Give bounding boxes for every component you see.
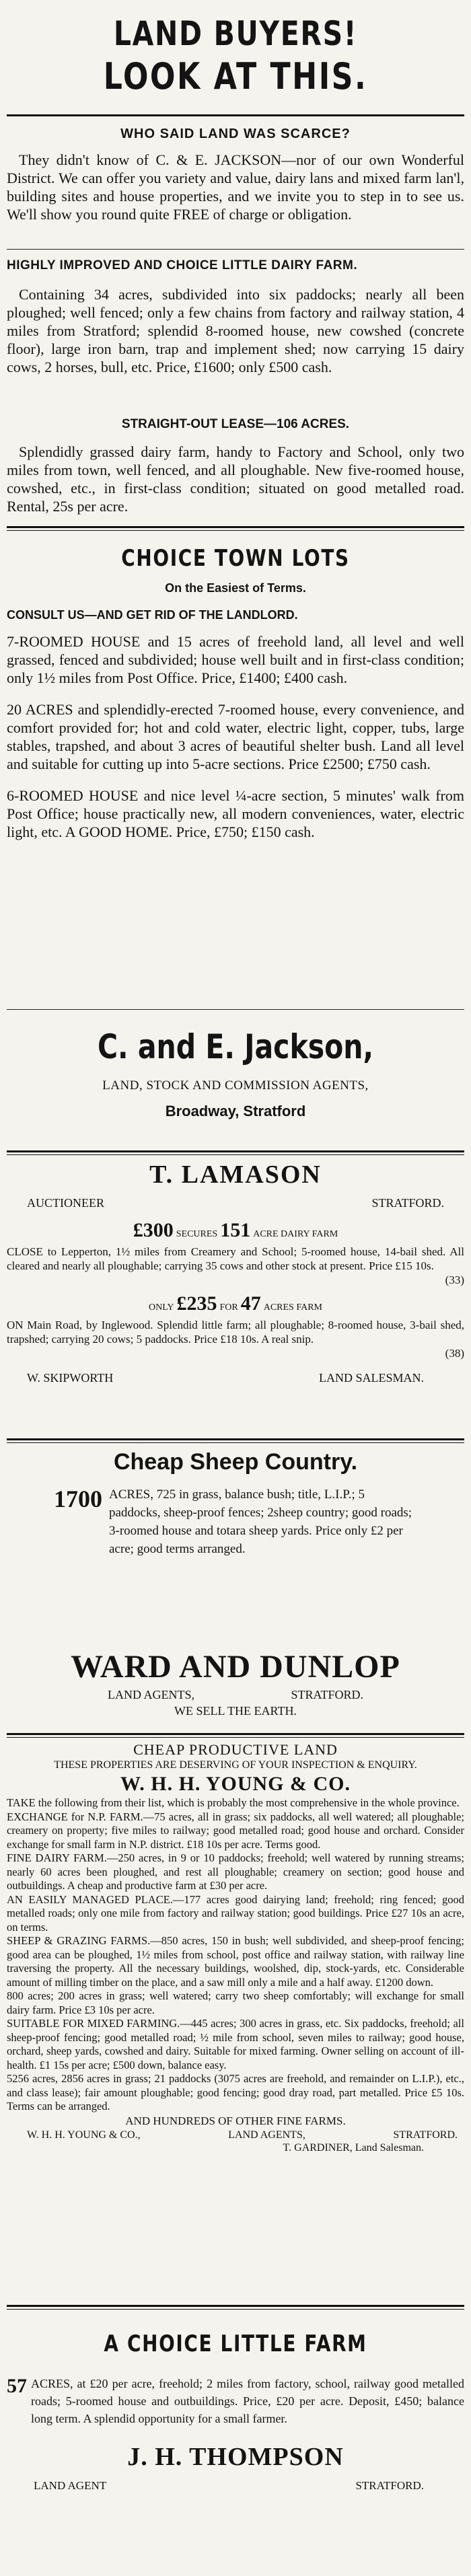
sheep-section [7, 1448, 464, 1558]
ward-town: STRATFORD. [291, 1688, 363, 1701]
lamason-town: STRATFORD. [371, 1196, 444, 1210]
thompson-heading: A CHOICE LITTLE FARM [104, 2330, 367, 2357]
divider [7, 526, 464, 528]
young-closing: AND HUNDREDS OF OTHER FINE FARMS. [125, 2114, 346, 2127]
young-name: W. H. H. YOUNG & CO. [120, 1773, 351, 1795]
lamason-ad1-ref: (33) [445, 1274, 464, 1286]
sheep-text: ACRES, 725 in grass, balance bush; title, L.I.P.; 5 paddocks, sheep-proof fences; 2sheep country; good roads; 3-roomed house and totara sheep yards. Price only £2 per acre; good terms arranged. [109, 1487, 412, 1556]
divider [7, 1733, 464, 1735]
intro-text: They didn't know of C. & E. JACKSON—nor of our own Wonderful District. We can offer you variety and value, dairy lans and mixed farm lan'l, building sites and house properties, and we invite you to step in to see us. We'll show you round quite FREE of charge or obligation. [7, 151, 464, 223]
dairy-farm-text: Containing 34 acres, subdivided into six paddocks; nearly all been ploughed; well fenced; only a few chains from factory and railway station, 4 miles from Stratford; splendid 8-roomed house, new cowshed (concrete floor), large iron barn, trap and implement shed; now carrying 15 dairy cows, 2 horses, bull, etc. Price, £1600; only £500 cash. [7, 286, 464, 375]
divider [7, 1150, 464, 1152]
headline-land-buyers: LAND BUYERS! [113, 14, 358, 53]
headline-look-at-this: LOOK AT THIS. [103, 55, 368, 98]
ad2-title: ACRES FARM [263, 1302, 322, 1313]
dairy-farm-section [7, 257, 464, 376]
ward-slogan: WE SELL THE EARTH. [174, 1704, 297, 1718]
sheep-acres: 1700 [54, 1485, 102, 1512]
young-subheading: THESE PROPERTIES ARE DESERVING OF YOUR INSPECTION & ENQUIRY. [54, 1759, 417, 1771]
salesman-row [7, 1370, 464, 1386]
divider [7, 2305, 464, 2307]
sheep-body [7, 1485, 464, 1558]
lamason-ad2-text: ON Main Road, by Inglewood. Splendid little farm; all ploughable; 8-roomed house, 3-bail shed, trapshed; carrying 20 cows; 5 paddocks. Price £18 10s. A real snip. [7, 1319, 464, 1346]
jackson-name: C. and E. Jackson, [97, 1027, 374, 1066]
ad1-price: £300 [133, 1219, 174, 1241]
divider [7, 114, 464, 116]
thompson-agent: LAND AGENT [34, 2479, 107, 2492]
ad2-only: ONLY [149, 1302, 174, 1313]
thompson-acres: 57 [7, 2375, 27, 2397]
thompson-footer-row [7, 2478, 464, 2493]
ad1-title: ACRE DAIRY FARM [253, 1229, 338, 1239]
thompson-section [7, 2330, 464, 2493]
young-listing-1: EXCHANGE for N.P. FARM.—75 acres, all in grass; six paddocks, all well watered; all ploughable; creamery on property; five miles to railway; good metalled road; good house and orchard. Consider exchange for small farm in N.P. district. £18 10s per acre. Terms good. [7, 1810, 464, 1851]
young-footer-row [7, 2129, 464, 2141]
ward-dunlop-block [7, 1650, 464, 1718]
town-lots-subheading: On the Easiest of Terms. [165, 581, 306, 595]
jackson-block [7, 1028, 464, 1121]
young-intro: TAKE the following from their list, which is probably the most comprehensive in the whole province. [7, 1796, 460, 1809]
divider [7, 1009, 464, 1010]
young-listing-5: 800 acres; 200 acres in grass; well watered; carry two sheep comfortably; will exchange for small dairy farm. Price £3 10s per acre. [7, 1989, 464, 2016]
young-listing-4: SHEEP & GRAZING FARMS.—850 acres, 150 in bush; well subdivided, and sheep-proof fencing; good area can be ploughed, 1½ miles from school, post office and railway station, with railway line traversing the property. All the necessary buildings, woolshed, dip, stock-yards, etc. Considerable amount of milling timber on the place, and a saw mill only a mile and a half away. £1200 down. [7, 1934, 464, 1989]
ward-dunlop-row [7, 1687, 464, 1702]
ad1-secures: SECURES [176, 1229, 218, 1239]
thompson-text: ACRES, at £20 per acre, freehold; 2 miles from factory, school, railway good metalled roads; 5-roomed house and outbuildings. Price, £20 per acre. Deposit, £450; balance long term. A splendid opportunity for a small farmer. [31, 2377, 464, 2425]
lamason-ad1-title [7, 1219, 464, 1242]
young-listing-2: FINE DAIRY FARM.—250 acres, in 9 or 10 paddocks; freehold; well watered by running streams; nearly 60 acres been ploughed, and rest all ploughable; creamery on section; good house and outbuildings. A cheap and productive farm at £30 per acre. [7, 1851, 464, 1892]
young-listing-6: SUITABLE FOR MIXED FARMING.—445 acres; 300 acres in grass, etc. Six paddocks, freehold; all sheep-proof fencing; good metalled road; ½ mile from school, seven miles to railway; good house, orchard, sheep yards, cowshed and dairy. Suitable for mixed farming. Owner selling on account of ill-health. £1 15s per acre; £500 down, balance easy. [7, 2017, 464, 2071]
thompson-name: J. H. THOMPSON [127, 2443, 344, 2471]
thompson-body [7, 2375, 464, 2427]
lamason-ad2-ref: (38) [445, 1347, 464, 1360]
lamason-auctioneer: AUCTIONEER [27, 1196, 104, 1210]
salesman-name: W. SKIPWORTH [27, 1371, 114, 1385]
young-listings [7, 1796, 464, 2114]
young-section [7, 1741, 464, 2154]
town-lot-3: 6-ROOMED HOUSE and nice level ¼-acre section, 5 minutes' walk from Post Office; house practically new, all modern conveniences, water, electric light, etc. A GOOD HOME. Price, £750; £150 cash. [7, 787, 464, 840]
lamason-block [7, 1160, 464, 1386]
lamason-ad1-text: CLOSE to Lepperton, 1½ miles from Creamery and School; 5-roomed house, 14-bail shed. All cleared and nearly all ploughable; carrying 35 cows and other stock at present. Price £15 10s. [7, 1245, 464, 1272]
thompson-town: STRATFORD. [355, 2479, 424, 2492]
headline-block [7, 15, 464, 97]
dairy-farm-heading: HIGHLY IMPROVED AND CHOICE LITTLE DAIRY FARM. [7, 258, 358, 272]
young-footer-agents: LAND AGENTS, [228, 2129, 305, 2141]
salesman-role: LAND SALESMAN. [318, 1371, 424, 1385]
jackson-address: Broadway, Stratford [165, 1103, 306, 1119]
lamason-role-row [7, 1195, 464, 1211]
town-lots-heading: CHOICE TOWN LOTS [121, 545, 350, 572]
young-heading: CHEAP PRODUCTIVE LAND [133, 1741, 338, 1758]
young-footer-name: W. H. H. YOUNG & CO., [27, 2129, 141, 2141]
lamason-ad2-title [7, 1292, 464, 1315]
young-footer-town: STRATFORD. [393, 2129, 458, 2141]
young-listing-3: AN EASILY MANAGED PLACE.—177 acres good dairying land; freehold; ring fenced; good metalled roads; only one mile from factory and railway station; good buildings. Price £27 10s an acre, on terms. [7, 1892, 464, 1934]
divider [7, 249, 464, 250]
lease-section [7, 416, 464, 515]
town-lots-section [7, 545, 464, 841]
young-footer-sales: T. GARDINER, Land Salesman. [283, 2141, 424, 2154]
town-lot-1: 7-ROOMED HOUSE and 15 acres of freehold land, all level and well grassed, fenced and subdivided; house well built and in first-class condition; only 1½ miles from Post Office. Price, £1400; £400 cash. [7, 633, 464, 686]
ward-agents: LAND AGENTS, [108, 1688, 194, 1701]
sheep-heading: Cheap Sheep Country. [113, 1449, 358, 1475]
jackson-line1: LAND, STOCK AND COMMISSION AGENTS, [102, 1078, 369, 1093]
consult-line: CONSULT US—AND GET RID OF THE LANDLORD. [7, 608, 298, 622]
town-lot-2: 20 ACRES and splendidly-erected 7-roomed house, every convenience, and comfort provided for; hot and cold water, electric light, copper, tubs, large stables, trapshed, and about 3 acres of beautiful shelter bush. Land all level and suitable for cutting up into 5-acre sections. Price £2500; £750 cash. [7, 701, 464, 772]
ward-dunlop-name: WARD AND DUNLOP [71, 1649, 400, 1685]
divider [7, 1438, 464, 1440]
lease-text: Splendidly grassed dairy farm, handy to Factory and School, only two miles from town, well fenced, and all ploughable. New five-roomed house, cowshed, etc., in first-class condition; situated on good metalled road. Rental, 25s per acre. [7, 443, 464, 515]
ad2-price: £235 [176, 1292, 217, 1315]
intro-section [7, 125, 464, 223]
lease-heading: STRAIGHT-OUT LEASE—106 ACRES. [121, 417, 350, 431]
ad2-acres: 47 [240, 1292, 261, 1315]
young-listing-7: 5256 acres, 2856 acres in grass; 21 paddocks (3075 acres are freehold, and remainder on L.I.P.), etc., and class lease); fair amount ploughable; good fencing; good dray road, part metalled. Price £5 10s. Terms can be arranged. [7, 2072, 464, 2112]
lamason-name: T. LAMASON [149, 1161, 322, 1189]
ad1-acres: 151 [220, 1219, 251, 1241]
ad2-for: FOR [219, 1302, 238, 1313]
intro-heading: WHO SAID LAND WAS SCARCE? [120, 126, 351, 141]
